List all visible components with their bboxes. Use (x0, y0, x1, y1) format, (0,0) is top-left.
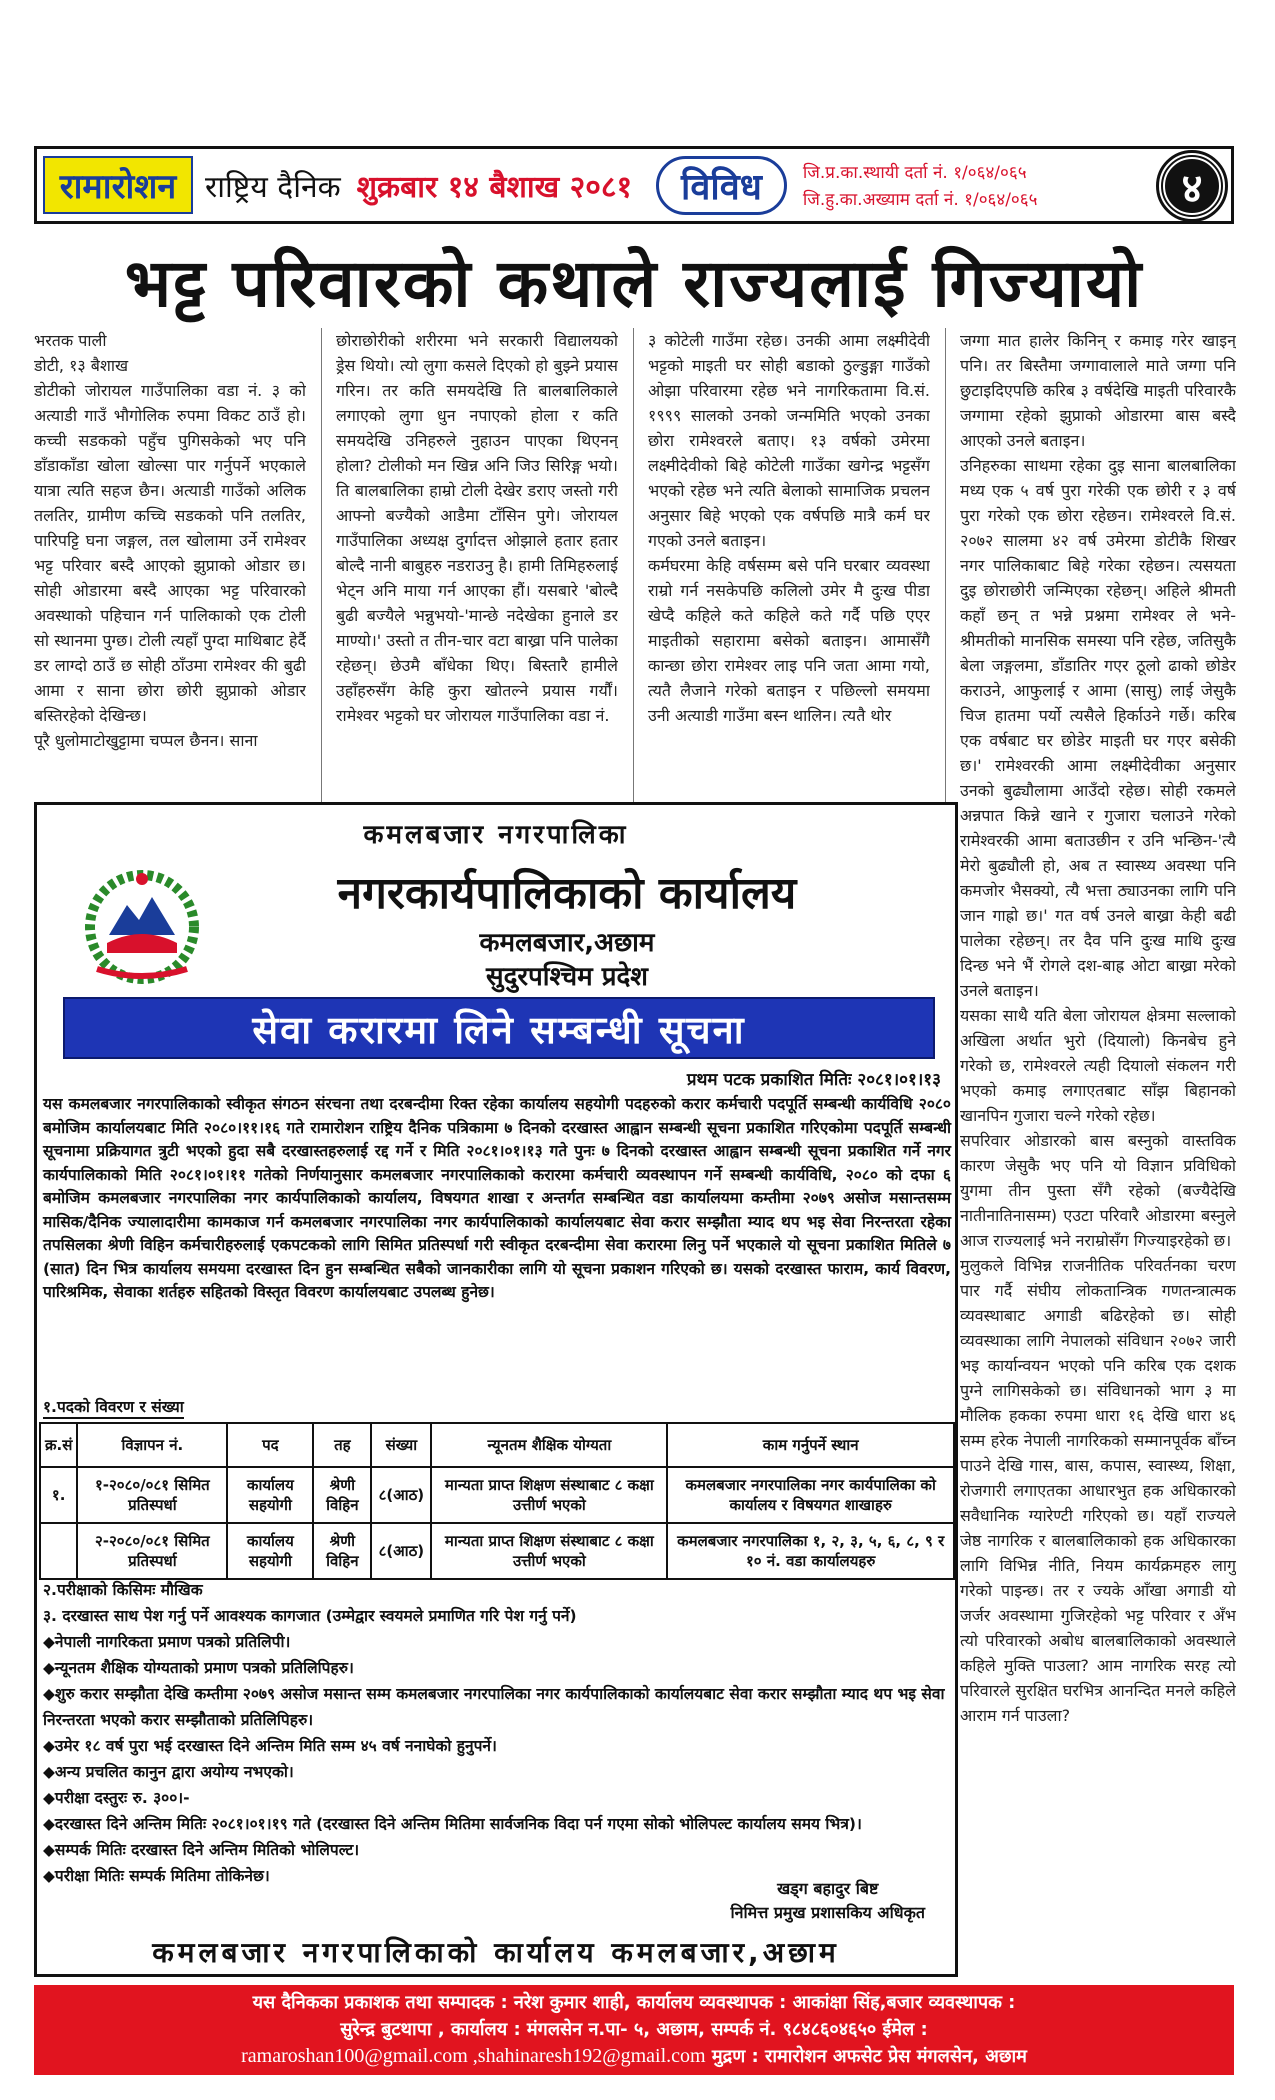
notice-organization: कमलबजार नगरपालिका (363, 820, 629, 850)
registration-line-2: जि.हु.का.अख्याम दर्ता नं. १/०६४/०६५ (802, 190, 1038, 210)
table-cell: श्रेणी विहिन (313, 1523, 371, 1579)
list-item: ◆अन्य प्रचलित कानुन द्वारा अयोग्य नभएको। (43, 1763, 294, 1781)
imprint-line-1: यस दैनिकका प्रकाशक तथा सम्पादक : नरेश कुमार शाही, कार्यालय व्यवस्थापक : आकांक्षा सिंह,बजार व्यवस्थापक : (252, 1992, 1016, 2013)
issue-date: शुक्रबार १४ बैशाख २०८१ (356, 169, 633, 205)
headline: भट्ट परिवारको कथाले राज्यलाई गिज्यायो (124, 245, 1144, 322)
table-cell: ८(आठ) (371, 1523, 431, 1579)
registration-info (803, 158, 1038, 212)
table-cell (40, 1523, 77, 1579)
table-cell: मान्यता प्राप्त शिक्षण संस्थाबाट ८ कक्षा उत्तीर्ण भएको (431, 1523, 667, 1579)
list-item: ◆परीक्षा दस्तुरः रु. ३००।- (43, 1789, 190, 1807)
list-item: ३. दरखास्त साथ पेश गर्नु पर्ने आवश्यक कागजात (उम्मेद्वार स्वयमले प्रमाणित गरि पेश गर्नु पर्ने) (43, 1607, 577, 1625)
table-cell: कार्यालय सहयोगी (227, 1467, 313, 1523)
notice-footer: कमलबजार नगरपालिकाको कार्यालय कमलबजार,अछाम (152, 1936, 840, 1969)
imprint-emails: ramaroshan100@gmail.com ,shahinaresh192@gmail.com (241, 2045, 706, 2067)
list-item: २.परीक्षाको किसिमः मौखिक (43, 1581, 203, 1599)
table-cell: श्रेणी विहिन (313, 1467, 371, 1523)
article-column-4: जग्गा मात हालेर किनिन् र कमाइ गरेर खाइन् पनि। तर बिस्तैमा जग्गावालाले माते जग्गा पनि छुटाइदिएपछि करिब ३ वर्षदेखि माइती परिवारकै जग्गामा रहेको झुप्राको ओडारमा बास बस्दै आएको उनले बताइन। उनिहरुका साथमा रहेका दुइ साना बालबालिका मध्य एक ५ वर्ष पुरा गरेकी एक छोरी र ३ वर्ष पुरा गरेको एक छोरा रहेछन। रामेश्वरले वि.सं. २०७२ सालमा ४२ वर्ष उमेरमा डोटीकै शिखर नगर पालिकाबाट बिहे गरेका रहेछन। त्यसयता दुइ छोराछोरी जन्मिएका रहेछन्। अहिले श्रीमती कहाँ छन् त भन्ने प्रश्नमा रामेश्वर ले भने-श्रीमतीको मानसिक समस्या पनि रहेछ, जतिसुकै बेला जङ्गलमा, डाँडातिर गएर ठूलो ढाको छोडेर कराउने, आफुलाई र आमा (सासु) लाई जेसुकै चिज हातमा पर्यो त्यसैले हिर्काउने गर्छे। करिब एक वर्षबाट घर छोडेर माइती घर गएर बसेकी छ।' रामेश्वरकी आमा लक्ष्मीदेवीका अनुसार उनको बुढ्यौलामा आउँदो रहेछ। सोही रकमले अन्नपात किन्ने खाने र गुजारा चलाउने गरेको रामेश्वरकी आमा बताउछीन र उनि भन्छिन-'त्यै मेरो बुढ्यौली हो, अब त स्वास्थ्य अवस्था पनि कमजोर भैसक्यो, त्यै भत्ता ठ्याउनका लागि पनि जान गाह्रो छ।' गत वर्ष उनले बाख्रा केही बढी पालेका रहेछन्। तर दैव पनि दुःख माथि दुःख दिन्छ भने भैं रोगले दश-बाह्र ओटा बाख्रा मरेको उनले बताइन। यसका साथै यति बेला जोरायल क्षेत्रमा सल्लाको अखिला अर्थात भुरो (दियालो) किनबेच हुने गरेको छ, रामेश्वरले त्यही दियालो संकलन गरी भएको कमाइ लगाएतबाट साँझ बिहानको खानपिन गुजारा चल्ने गरेको रहेछ। सपरिवार ओडारको बास बस्नुको वास्तविक कारण जेसुकै भए पनि यो विज्ञान प्रविधिको युगमा तीन पुस्ता सँगै रहेको (बज्यैदेखि नातीनातिनासम्म) एउटा परिवारै ओडारमा बस्नुले आज राज्यलाई भने नराम्रोसँग गिज्याइरहेको छ। मुलुकले विभिन्न राजनीतिक परिवर्तनका चरण पार गर्दै संघीय लोकतान्त्रिक गणतन्त्रात्मक व्यवस्थाबाट अगाडी बढिरहेको छ। सोही व्यवस्थाका लागि नेपालको संविधान २०७२ जारी भइ कार्यान्वयन भएको पनि करिब एक दशक पुग्ने लागिसकेको छ। संविधानको भाग ३ मा मौलिक हकका रुपमा धारा १६ देखि धारा ४६ सम्म हरेक नेपाली नागरिकको सम्मानपूर्वक बाँच्न पाउने देखि गास, बास, कपास, स्वास्थ्य, शिक्षा, रोजगारी लगाएतका आधारभुत हक अधिकारको सवैधानिक ग्यारेण्टी गरिएको छ। यहाँ राज्यले जेष्ठ नागरिक र बालबालिकाको हक अधिकारका लागि विभिन्न नीति, नियम कार्यक्रमहरु लागु गरेको पाइन्छ। तर र ज्यके आँखा अगाडी यो जर्जर अवस्थामा गुजिरहेको भट्ट परिवार र अँभ त्यो परिवारको अबोध बालबालिकाको अवस्थाले कहिले मुक्ति पाउला? आम नागरिक सरह त्यो परिवारले सुरक्षित घरभित्र आनन्दित मनले कहिले आराम गर्न पाउला? (960, 331, 1236, 1725)
masthead (34, 146, 1234, 224)
notice-address: कमलबजार,अछाम (479, 928, 655, 958)
table-header-row (40, 1423, 954, 1467)
newspaper-logo: रामारोशन (43, 156, 193, 214)
article-column-2: छोराछोरीको शरीरमा भने सरकारी विद्यालयको ड्रेस थियो। त्यो लुगा कसले दिएको हो बुझ्ने प्रयास गरिन। तर कति समयदेखि ति बालबालिकाले लगाएको लुगा धुन नपाएको होला र कति समयदेखि उनिहरुले नुहाउन पाएका थिएनन् होला? टोलीको मन खिन्न अनि जिउ सिरिङ्ग भयो। ति बालबालिका हाम्रो टोली देखेर डराए जस्तो गरी आफ्नो बज्यैको आडैमा टाँसिन पुगे। जोरायल गाउँपालिका अध्यक्ष दुर्गादत्त ओझाले हतार हतार बोल्दै नानी बाबुहरु नडराउनु है। हामी तिमिहरुलाई भेट्न अनि माया गर्न आएका हौं। यसबारे 'बोल्दै बुढी बज्यैले भन्नुभयो-'मान्छे नदेखेका हुनाले डर माण्यो।' उस्तो त तीन-चार वटा बाख्रा पनि पालेका रहेछन्। छेउमै बाँधेका थिए। बिस्तारै हामीले उहाँहरुसँग केहि कुरा खोतल्ने प्रयास गर्यौं। रामेश्वर भट्टको घर जोरायल गाउँपालिका वडा नं. (336, 331, 618, 725)
table-cell: कार्यालय सहयोगी (227, 1523, 313, 1579)
registration-line-1: जि.प्र.का.स्थायी दर्ता नं. १/०६४/०६५ (802, 163, 1027, 183)
page-number-badge: ४ (1159, 153, 1225, 219)
imprint-line-2: सुरेन्द्र बुटथापा , कार्यालय : मंगलसेन न.पा- ५, अछाम, सम्पर्क नं. ९८४८६०४६५० ईमेल : (340, 2019, 928, 2040)
table-cell: १-२०८०/०८१ सिमित प्रतिस्पर्धा (77, 1467, 227, 1523)
public-notice (34, 802, 958, 1977)
column-divider (321, 328, 322, 802)
table-cell: २-२०८०/०८१ सिमित प्रतिस्पर्धा (77, 1523, 227, 1579)
list-item: ◆न्यूनतम शैक्षिक योग्यताको प्रमाण पत्रको प्रतिलिपिहरु। (43, 1659, 354, 1677)
table-header: विज्ञापन नं. (77, 1423, 227, 1467)
table-header: तह (313, 1423, 371, 1467)
column-divider (945, 328, 946, 802)
imprint-line-3 (34, 2043, 1234, 2070)
signatory-name: खड्ग बहादुर बिष्ट (777, 1879, 879, 1898)
posts-table (39, 1422, 955, 1580)
first-publication-date: प्रथम पटक प्रकाशित मितिः २०८१।०१।१३ (686, 1070, 941, 1090)
notice-banner: सेवा करारमा लिने सम्बन्धी सूचना (63, 997, 935, 1059)
table-cell: कमलबजार नगरपालिका १, २, ३, ५, ६, ८, ९ र १० नं. वडा कार्यालयहरु (667, 1523, 954, 1579)
section-tag: विविध (656, 156, 787, 215)
list-item: ◆शुरु करार सम्झौता देखि कम्तीमा २०७९ असोज मसान्त सम्म कमलबजार नगरपालिका नगर कार्यपालिकाको कार्यालयबाट सेवा करार सम्झौता म्याद थप भइ सेवा निरन्तरता भएको करार सम्झौताको प्रतिलिपिहरु। (43, 1685, 945, 1729)
paper-type: राष्ट्रिय दैनिक (205, 169, 341, 205)
table-cell: ८(आठ) (371, 1467, 431, 1523)
signatory-title: निमित्त प्रमुख प्रशासकिय अधिकृत (730, 1903, 925, 1922)
table-header: न्यूनतम शैक्षिक योग्यता (431, 1423, 667, 1467)
table-cell: मान्यता प्राप्त शिक्षण संस्थाबाट ८ कक्षा उत्तीर्ण भएको (431, 1467, 667, 1523)
article-column-1: भरतक पाली डोटी, १३ बैशाख डोटीको जोरायल गाउँपालिका वडा नं. ३ को अत्याडी गाउँ भौगोलिक रुपमा विकट ठाउँ हो। कच्ची सडकको पहुँच पुगिसकेको भए पनि डाँडाकाँडा खोला खोल्सा पार गर्नुपर्ने भएकाले यात्रा त्यति सहज छैन। अत्याडी गाउँको अलिक तलतिर, ग्रामीण कच्चि सडकको पनि तलतिर, पारिपट्टि घना जङ्गल, तल खोलामा उर्ने रामेश्वर भट्ट परिवार बस्दै आएको झुप्राको ओडार छ। सोही ओडारमा बस्दै आएका भट्ट परिवारको अवस्थाको पहिचान गर्न पालिकाको एक टोली सो स्थानमा पुग्छ। टोली त्यहाँ पुग्दा माथिबाट हेर्दै डर लाग्दो ठाउँ छ सोही ठाँउमा रामेश्वर की बुढी आमा र साना छोरा छोरी झुप्राको ओडार बस्तिरहेको देखिन्छ। पूरै धुलोमाटोखुट्टामा चप्पल छैनन। साना (34, 331, 306, 750)
posts-caption: १.पदको विवरण र संख्या (43, 1395, 184, 1419)
list-item: ◆उमेर १८ वर्ष पुरा भई दरखास्त दिने अन्तिम मिति सम्म ४५ वर्ष ननाघेको हुनुपर्ने। (43, 1737, 497, 1755)
list-item: ◆परीक्षा मितिः सम्पर्क मितिमा तोकिनेछ। (43, 1867, 270, 1885)
table-row (40, 1467, 954, 1523)
list-item: ◆सम्पर्क मितिः दरखास्त दिने अन्तिम मितिको भोलिपल्ट। (43, 1841, 360, 1859)
table-header: काम गर्नुपर्ने स्थान (667, 1423, 954, 1467)
list-item: ◆नेपाली नागरिकता प्रमाण पत्रको प्रतिलिपी। (43, 1633, 291, 1651)
table-cell: १. (40, 1467, 77, 1523)
imprint-press: मुद्रण : रामारोशन अफसेट प्रेस मंगलसेन, अछाम (711, 2046, 1027, 2067)
requirements-list (43, 1577, 949, 1889)
imprint-bar (34, 1985, 1234, 2075)
notice-body: यस कमलबजार नगरपालिकाको स्वीकृत संगठन संरचना तथा दरबन्दीमा रिक्त रहेका कार्यालय सहयोगी पदहरुको करार कर्मचारी पदपूर्ति सम्बन्धी कार्यविधि २०८० बमोजिम कार्यालयबाट मिति २०८०।११।१६ गते रामारोशन राष्ट्रिय दैनिक पत्रिकामा ७ दिनको दरखास्त आह्वान सम्बन्धी सूचना प्रकाशित गरिएकोमा पदपूर्ति सम्बन्धी सूचनामा प्रक्रियागत त्रुटी भएको हुदा सबै दरखास्तहरुलाई रद्द गर्ने र मिति २०८१।०१।१३ गते पुनः ७ दिनको दरखास्त आह्वान सम्बन्धी सूचना प्रकाशित गर्ने नगर कार्यपालिकाको मिति २०८१।०१।११ गतेको निर्णयानुसार कमलबजार नगरपालिकाको करारमा कर्मचारी व्यवस्थापन गर्ने सम्बन्धी कार्यविधि, २०८० को दफा ६ बमोजिम कमलबजार नगरपालिका नगर कार्यपालिकाको कार्यालय, विषयगत शाखा र अन्तर्गत सम्बन्धित वडा कार्यालयमा कम्तीमा २०७९ असोज मसान्तसम्म मासिक/दैनिक ज्यालादारीमा कामकाज गर्न कमलबजार नगरपालिका नगर कार्यपालिकाको कार्यालयबाट सेवा करार सम्झौता म्याद थप भइ सेवा निरन्तरता रहेका तपसिलका श्रेणी विहिन कर्मचारीहरुलाई एकपटकको लागि सिमित प्रतिस्पर्धा गरी स्वीकृत दरबन्दीमा सेवा करारमा लिनु पर्ने भएकाले यो सूचना प्रकाशित मितिले ७ (सात) दिन भित्र कार्यालय समयमा दरखास्त दिन हुन सम्बन्धित सबैको जानकारीका लागि यो सूचना प्रकाशन गरिएको छ। यसको दरखास्त फाराम, कार्य विवरण, पारिश्रमिक, सेवाका शर्तहरु सहितको विस्तृत विवरण कार्यालयबाट उपलब्ध हुनेछ। (43, 1095, 951, 1301)
table-cell: कमलबजार नगरपालिका नगर कार्यपालिका को कार्यालय र विषयगत शाखाहरु (667, 1467, 954, 1523)
table-header: क्र.सं (40, 1423, 77, 1467)
list-item: ◆दरखास्त दिने अन्तिम मितिः २०८१।०१।१९ गते (दरखास्त दिने अन्तिम मितिमा सार्वजनिक विदा पर्न गएमा सोको भोलिपल्ट कार्यालय समय भित्र)। (43, 1815, 862, 1833)
table-row (40, 1523, 954, 1579)
notice-office-title: नगरकार्यपालिकाको कार्यालय (337, 868, 797, 919)
table-header: संख्या (371, 1423, 431, 1467)
signatory (730, 1877, 925, 1925)
notice-province: सुदुरपश्चिम प्रदेश (486, 962, 648, 992)
article-column-3: ३ कोटेली गाउँमा रहेछ। उनकी आमा लक्ष्मीदेवी भट्टको माइती घर सोही बडाको ठुल्डुङ्गा गाउँको ओझा परिवारमा रहेछ भने नागरिकतामा वि.सं. १९९९ सालको उनको जन्ममिति भएको उनका छोरा रामेश्वरले बताए। १३ वर्षको उमेरमा लक्ष्मीदेवीको बिहे कोटेली गाउँका खगेन्द्र भट्टसँग भएको रहेछ भने त्यति बेलाको सामाजिक प्रचलन अनुसार बिहे भएको एक वर्षपछि मात्रै कर्म घर गएको उनले बताइन। कर्मघरमा केहि वर्षसम्म बसे पनि घरबार व्यवस्था राम्रो गर्न नसकेपछि कलिलो उमेर मै दुःख पीडा खेप्दै कहिले कते कहिले कते गर्दै पछि एएर माइतीको सहारामा बसेको बताइन। आमासँगै कान्छा छोरा रामेश्वर लाइ पनि जता आमा गयो, त्यतै लैजाने गरेको बताइन र पछिल्लो समयमा उनी अत्याडी गाउँमा बस्न थालिन। त्यतै थोर (648, 331, 930, 725)
column-divider (633, 328, 634, 802)
table-header: पद (227, 1423, 313, 1467)
